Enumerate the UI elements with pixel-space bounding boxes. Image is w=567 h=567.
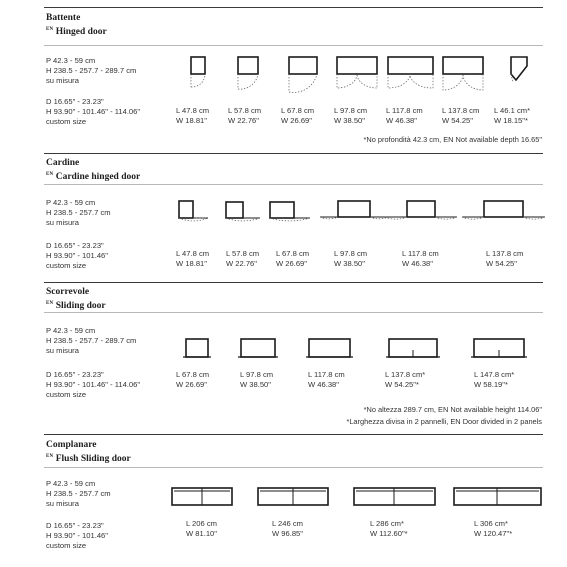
length-label: L 67.8 cm [281,106,315,115]
width-label: W 38.50" [334,259,365,268]
length-label: L 147.8 cm* [474,370,515,379]
width-label: W 54.25"* [385,380,419,389]
hinged-door-diagram [238,57,258,89]
meta-line: su misura [46,76,79,85]
length-label: L 117.8 cm [386,106,423,115]
cardine-door-diagram [270,202,310,221]
hinged-door-diagram [191,57,205,87]
meta-line: H 93.90" - 101.46" - 114.06" [46,107,141,116]
length-label: L 206 cm [186,519,217,528]
width-label: W 46.38" [402,259,433,268]
width-label: W 26.69" [176,380,207,389]
meta-line: H 238.5 - 257.7 cm [46,208,111,217]
width-label: W 54.25" [442,116,473,125]
section-title: Scorrevole [46,287,90,297]
meta-line: H 93.90" - 101.46" [46,251,108,260]
length-label: L 117.8 cm [402,249,439,258]
length-label: L 117.8 cm [308,370,345,379]
hinged-door-diagram [289,57,317,92]
width-label: W 58.19"* [474,380,508,389]
meta-line: D 16.65" - 23.23" [46,370,104,379]
meta-line: P 42.3 - 59 cm [46,326,96,335]
length-label: L 97.8 cm [240,370,274,379]
meta-line: H 238.5 - 257.7 - 289.7 cm [46,336,137,345]
width-label: W 22.76" [228,116,259,125]
width-label: W 18.81" [176,259,207,268]
subtitle-text: Sliding door [55,301,106,312]
meta-line: H 93.90" - 101.46" - 114.06" [46,380,141,389]
meta-line: D 16.65" - 23.23" [46,97,104,106]
section-title: Complanare [46,440,97,450]
width-label: W 38.50" [240,380,271,389]
subtitle-text: Hinged door [55,27,107,38]
width-label: W 38.50" [334,116,365,125]
length-label: L 137.8 cm [486,249,524,258]
flush-sliding-door-diagram [454,488,541,505]
meta-line: H 238.5 - 257.7 - 289.7 cm [46,66,137,75]
length-label: L 67.8 cm [276,249,310,258]
length-label: L 306 cm* [474,519,508,528]
meta-line: D 16.65" - 23.23" [46,241,104,250]
meta-line: custom size [46,390,87,399]
length-label: L 97.8 cm [334,249,368,258]
length-label: L 47.8 cm [176,106,210,115]
width-label: W 46.38" [308,380,339,389]
meta-line: P 42.3 - 59 cm [46,198,96,207]
width-label: W 18.15"* [494,116,528,125]
meta-line: P 42.3 - 59 cm [46,479,96,488]
meta-line: su misura [46,218,79,227]
section-title: Battente [46,13,81,23]
hinged-door-diagram [337,57,377,88]
length-label: L 47.8 cm [176,249,210,258]
hinged-door-diagram [511,57,527,82]
width-label: W 18.81" [176,116,207,125]
footnote: *Larghezza divisa in 2 pannelli, EN Door divided in 2 panels [346,417,542,426]
subtitle-text: Cardine hinged door [55,172,141,183]
width-label: W 54.25" [486,259,517,268]
width-label: W 26.69" [281,116,312,125]
footnote: *No profondità 42.3 cm, EN Not available depth 16.65" [363,135,542,144]
footnote: *No altezza 289.7 cm, EN Not available height 114.06" [363,405,542,414]
meta-line: D 16.65" - 23.23" [46,521,104,530]
meta-line: custom size [46,117,87,126]
meta-line: su misura [46,499,79,508]
length-label: L 246 cm [272,519,303,528]
sliding-door-diagram [471,339,527,357]
meta-line: custom size [46,541,87,550]
meta-line: H 238.5 - 257.7 cm [46,489,111,498]
length-label: L 137.8 cm [442,106,480,115]
length-label: L 137.8 cm* [385,370,426,379]
width-label: W 112.60"* [370,529,408,538]
en-tag: EN [46,301,54,306]
length-label: L 97.8 cm [334,106,368,115]
width-label: W 81.10" [186,529,217,538]
flush-sliding-door-diagram [354,488,435,505]
cardine-door-diagram [226,202,260,221]
width-label: W 120.47"* [474,529,513,538]
width-label: W 22.76" [226,259,257,268]
en-tag: EN [46,27,54,32]
meta-line: P 42.3 - 59 cm [46,56,96,65]
meta-line: H 93.90" - 101.46" [46,531,108,540]
en-tag: EN [46,172,54,177]
width-label: W 46.38" [386,116,417,125]
meta-line: su misura [46,346,79,355]
width-label: W 26.69" [276,259,307,268]
cardine-door-diagram [462,201,545,219]
en-tag: EN [46,454,54,459]
cardine-door-diagram [179,201,208,221]
length-label: L 57.8 cm [228,106,262,115]
length-label: L 57.8 cm [226,249,260,258]
sliding-door-diagram [238,339,278,357]
sliding-door-diagram [183,339,211,357]
sliding-door-diagram [386,339,440,357]
section-title: Cardine [46,158,80,168]
flush-sliding-door-diagram [258,488,328,505]
hinged-door-diagram [443,57,483,90]
flush-sliding-door-diagram [172,488,232,505]
length-label: L 46.1 cm* [494,106,531,115]
hinged-door-diagram [388,57,433,88]
length-label: L 286 cm* [370,519,404,528]
width-label: W 96.85" [272,529,303,538]
meta-line: custom size [46,261,87,270]
sliding-door-diagram [306,339,353,357]
cardine-door-diagram [320,201,388,219]
length-label: L 67.8 cm [176,370,210,379]
subtitle-text: Flush Sliding door [55,454,131,465]
cardine-door-diagram [385,201,457,219]
